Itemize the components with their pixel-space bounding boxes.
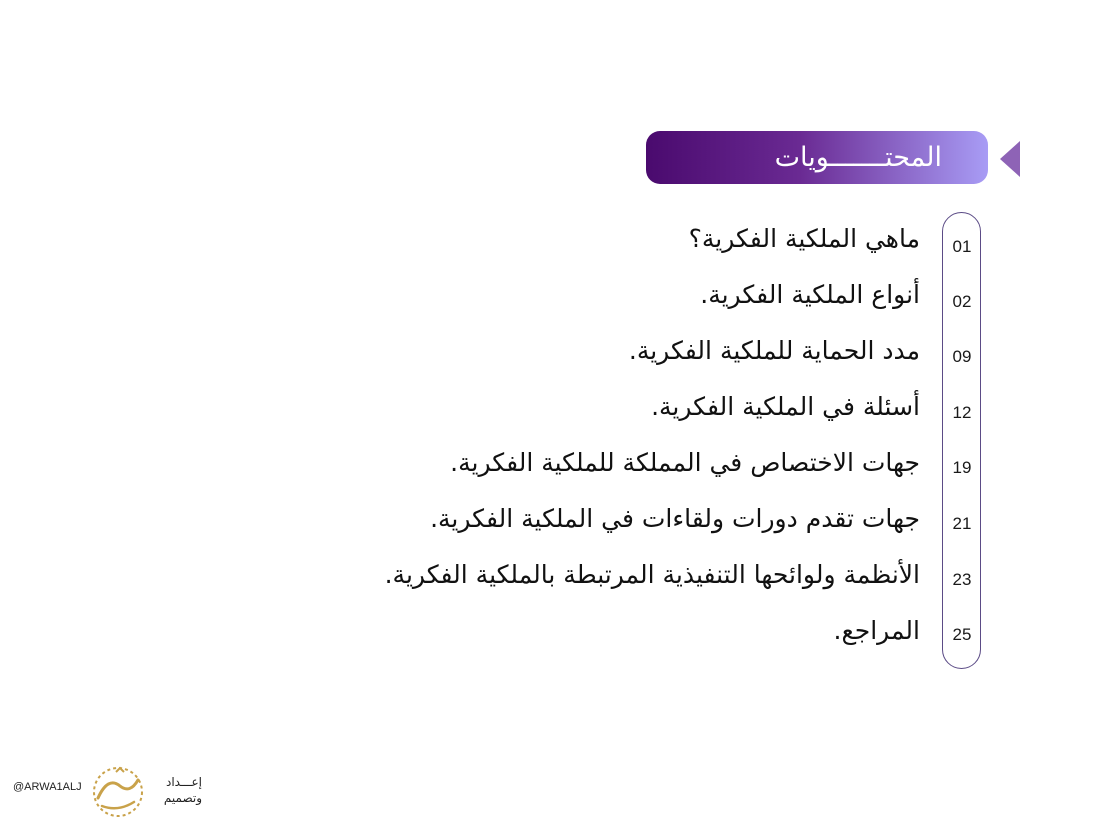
toc-item-ip-types[interactable]: أنواع الملكية الفكرية. bbox=[700, 280, 920, 309]
contents-header-banner bbox=[646, 131, 988, 184]
toc-item-courses[interactable]: جهات تقدم دورات ولقاءات في الملكية الفكرية. bbox=[430, 504, 920, 533]
author-logo bbox=[88, 764, 148, 820]
toc-page-number: 12 bbox=[952, 403, 972, 422]
toc-item-references[interactable]: المراجع. bbox=[833, 616, 920, 645]
toc-item-authorities[interactable]: جهات الاختصاص في المملكة للملكية الفكرية. bbox=[450, 448, 920, 477]
toc-item-protection-periods[interactable]: مدد الحماية للملكية الفكرية. bbox=[628, 336, 920, 365]
toc-item-what-is-ip[interactable]: ماهي الملكية الفكرية؟ bbox=[688, 224, 920, 253]
credit-line-2: وتصميم bbox=[163, 791, 202, 805]
toc-page-number: 01 bbox=[952, 237, 972, 256]
triangle-pointer-icon bbox=[1000, 141, 1020, 177]
contents-title: المحتـــــــويات bbox=[774, 142, 942, 173]
toc-page-number: 02 bbox=[952, 292, 972, 311]
toc-item-ip-questions[interactable]: أسئلة في الملكية الفكرية. bbox=[651, 392, 920, 421]
author-handle: @ARWA1ALJ bbox=[13, 781, 82, 793]
design-credit bbox=[150, 774, 202, 806]
toc-page-number: 23 bbox=[952, 570, 972, 589]
toc-page-number: 09 bbox=[952, 347, 972, 366]
toc-page-number: 19 bbox=[952, 458, 972, 477]
toc-item-regulations[interactable]: الأنظمة ولوائحها التنفيذية المرتبطة بالملكية الفكرية. bbox=[384, 560, 920, 589]
page-number-column bbox=[942, 212, 981, 669]
toc-page-number: 25 bbox=[952, 625, 972, 644]
toc-page-number: 21 bbox=[952, 514, 972, 533]
credit-line-1: إعـــداد bbox=[165, 775, 202, 789]
